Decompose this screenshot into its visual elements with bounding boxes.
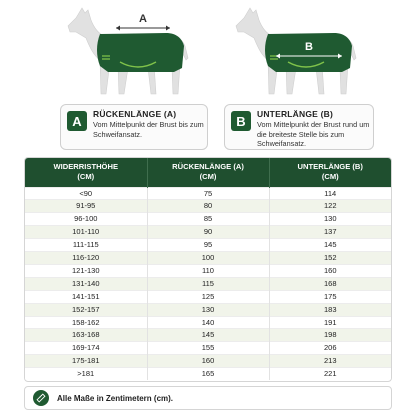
cell-withers-height: 175-181 [25,355,147,368]
table-row [25,200,391,213]
cell-under-length: 221 [269,368,391,380]
cell-withers-height: 158-162 [25,316,147,329]
card-badge-a: A [67,111,87,131]
cell-under-length: 122 [269,200,391,213]
cell-under-length: 168 [269,277,391,290]
card-badge-b: B [231,111,251,131]
horse-diagram-a [58,2,198,98]
cell-withers-height: 96-100 [25,213,147,226]
cell-withers-height: 163-168 [25,329,147,342]
diagram-label-a: A [139,13,147,25]
cell-withers-height: 116-120 [25,252,147,265]
cell-under-length: 137 [269,226,391,239]
table-body [25,187,391,380]
cell-back-length: 130 [147,303,269,316]
table-row [25,329,391,342]
table-row [25,316,391,329]
table-row [25,252,391,265]
cell-back-length: 85 [147,213,269,226]
cell-withers-height: <90 [25,187,147,200]
cell-withers-height: 141-151 [25,290,147,303]
card-title-a: RÜCKENLÄNGE (A) [93,109,177,119]
ruler-icon [33,390,49,406]
cell-withers-height: 101-110 [25,226,147,239]
table-row [25,226,391,239]
footer-text: Alle Maße in Zentimetern (cm). [57,393,174,403]
table-row [25,213,391,226]
cell-under-length: 175 [269,290,391,303]
table-row [25,264,391,277]
column-header-under-length: UNTERLÄNGE (B) (CM) [269,158,391,187]
arrow-head-left-a [116,26,120,31]
cell-withers-height: 131-140 [25,277,147,290]
cell-under-length: 145 [269,239,391,252]
cell-back-length: 95 [147,239,269,252]
cell-withers-height: >181 [25,368,147,380]
size-table-container [24,157,392,382]
cell-back-length: 115 [147,277,269,290]
table-row [25,187,391,200]
cell-under-length: 152 [269,252,391,265]
cell-back-length: 155 [147,342,269,355]
cell-withers-height: 121-130 [25,264,147,277]
cell-back-length: 80 [147,200,269,213]
table-row [25,303,391,316]
table-row [25,290,391,303]
arrow-head-right-a [166,26,170,31]
cell-withers-height: 111-115 [25,239,147,252]
info-card-b [224,104,374,150]
cell-withers-height: 169-174 [25,342,147,355]
diagram-label-b: B [305,41,313,53]
cell-under-length: 160 [269,264,391,277]
cell-withers-height: 152-157 [25,303,147,316]
cell-back-length: 165 [147,368,269,380]
table-row [25,239,391,252]
cell-back-length: 125 [147,290,269,303]
cell-back-length: 160 [147,355,269,368]
table-row [25,342,391,355]
footer-note [24,386,392,410]
table-row [25,277,391,290]
table-row [25,355,391,368]
cell-under-length: 130 [269,213,391,226]
cell-under-length: 198 [269,329,391,342]
cell-under-length: 183 [269,303,391,316]
cell-back-length: 140 [147,316,269,329]
cell-under-length: 114 [269,187,391,200]
card-title-b: UNTERLÄNGE (B) [257,109,333,119]
cell-back-length: 100 [147,252,269,265]
table-header-row [25,158,391,187]
cell-back-length: 90 [147,226,269,239]
ruler-glyph [36,393,46,403]
horse-diagram-b [226,2,366,98]
size-table [25,158,391,380]
column-header-withers-height: WIDERRISTHÖHE (CM) [25,158,147,187]
card-description-b: Vom Mittelpunkt der Brust rund um die breiteste Stelle bis zum Schweifansatz. [257,120,370,148]
cell-back-length: 145 [147,329,269,342]
horse-diagrams [0,0,416,100]
info-card-a [60,104,208,150]
cell-under-length: 191 [269,316,391,329]
card-description-a: Vom Mittelpunkt der Brust bis zum Schweifansatz. [93,120,204,139]
column-header-back-length: RÜCKENLÄNGE (A) (CM) [147,158,269,187]
cell-under-length: 206 [269,342,391,355]
cell-under-length: 213 [269,355,391,368]
cell-withers-height: 91-95 [25,200,147,213]
cell-back-length: 110 [147,264,269,277]
blanket-shape-a [97,33,184,72]
table-row [25,368,391,380]
cell-back-length: 75 [147,187,269,200]
